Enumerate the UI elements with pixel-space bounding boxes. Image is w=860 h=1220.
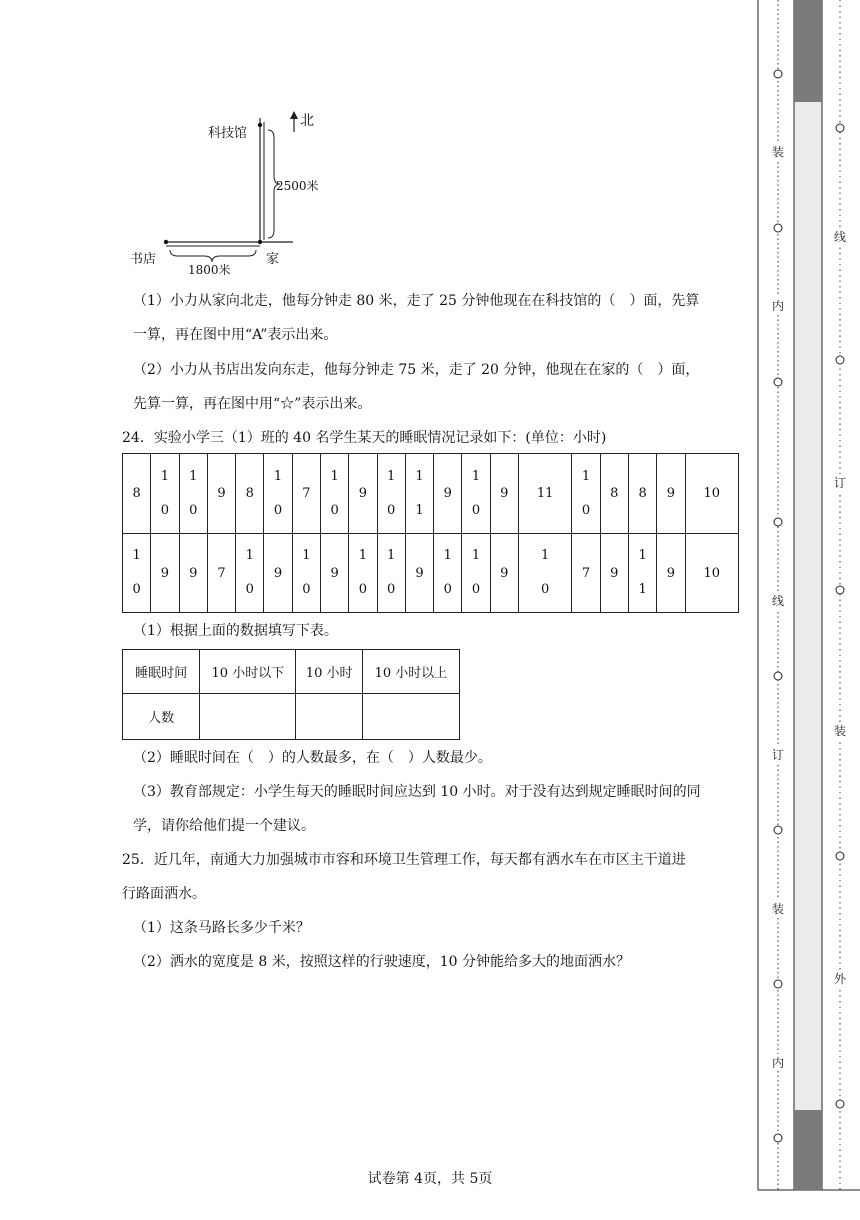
punch-circle (774, 70, 782, 78)
home-label: 家 (266, 252, 280, 267)
sleep-value-cell: 7 (207, 534, 235, 613)
sleep-value-cell: 1 0 (179, 454, 207, 534)
q23-part1-line2: 一算，再在图中用“A”表示出来。 (133, 327, 338, 343)
gutter-strip (794, 0, 822, 1190)
punch-circle (774, 826, 782, 834)
distance-west-label: 1800米 (188, 263, 231, 277)
punch-circle (774, 672, 782, 680)
sleep-value-cell: 9 (405, 534, 433, 613)
museum-label: 科技馆 (208, 126, 248, 141)
sleep-value-cell: 9 (264, 534, 292, 613)
row-label-count: 人数 (123, 694, 200, 740)
sleep-value-cell: 1 0 (377, 454, 405, 534)
binding-margin-svg (752, 0, 860, 1216)
count-above-10-cell[interactable] (362, 694, 459, 740)
punch-circle (774, 518, 782, 526)
sleep-value-cell: 1 0 (264, 454, 292, 534)
q25-line1: 25．近几年，南通大力加强城市市容和环境卫生管理工作，每天都有洒水车在市区主干道进 (122, 852, 686, 868)
sleep-value-cell: 1 1 (628, 534, 656, 613)
sleep-summary-table (122, 649, 460, 740)
sleep-value-cell: 10 (685, 534, 738, 613)
sleep-value-cell: 7 (572, 534, 600, 613)
north-arrowhead (290, 111, 298, 119)
punch-circle (836, 124, 844, 132)
sleep-value-cell: 7 (292, 454, 320, 534)
binding-margin (752, 0, 860, 1216)
header-equal-10: 10 小时 (296, 650, 362, 694)
count-equal-10-cell[interactable] (296, 694, 362, 740)
north-label: 北 (300, 113, 314, 129)
q24-title: 24．实验小学三（1）班的 40 名学生某天的睡眠情况记录如下：(单位：小时) (122, 430, 607, 446)
punch-circle (774, 224, 782, 232)
punch-circle (836, 852, 844, 860)
punch-circle (836, 586, 844, 594)
sleep-value-cell: 1 0 (123, 534, 151, 613)
sleep-value-cell: 1 0 (320, 454, 348, 534)
q25-line2: 行路面洒水。 (122, 886, 206, 902)
margin-label-ding: 订 (772, 748, 785, 762)
q24-part1: （1）根据上面的数据填写下表。 (133, 623, 338, 639)
margin-outer-wai: 外 (834, 972, 847, 986)
sleep-value-cell: 9 (151, 534, 179, 613)
header-above-10: 10 小时以上 (362, 650, 459, 694)
margin-outer-ding: 订 (834, 476, 847, 490)
sleep-value-cell: 11 (518, 454, 571, 534)
sleep-value-cell: 1 0 (434, 534, 462, 613)
punch-circle (774, 378, 782, 386)
sleep-value-cell: 8 (600, 454, 628, 534)
sleep-value-cell: 9 (657, 534, 685, 613)
margin-label-nei: 内 (772, 299, 785, 313)
bookstore-label: 书店 (130, 252, 157, 267)
margin-label-nei-2: 内 (772, 1056, 785, 1070)
sleep-value-cell: 1 1 (405, 454, 433, 534)
sleep-value-cell: 9 (434, 454, 462, 534)
sleep-value-cell: 1 0 (518, 534, 571, 613)
punch-circle (836, 1100, 844, 1108)
sleep-value-cell: 1 0 (349, 534, 377, 613)
q25-part1: （1）这条马路长多少千米？ (133, 920, 310, 936)
sleep-value-cell: 10 (685, 454, 738, 534)
punch-circle (836, 356, 844, 364)
sleep-data-table (122, 453, 739, 613)
sleep-value-cell: 1 0 (236, 534, 264, 613)
q23-part1-line1: （1）小力从家向北走，他每分钟走 80 米，走了 25 分钟他现在在科技馆的（ ）面，先算 (133, 293, 700, 309)
sleep-value-cell: 9 (490, 454, 518, 534)
summary-header-row (123, 650, 460, 694)
margin-label-xian: 线 (772, 594, 785, 608)
q24-part2: （2）睡眠时间在（ ）的人数最多，在（ ）人数最少。 (133, 750, 492, 766)
sleep-value-cell: 1 0 (292, 534, 320, 613)
sleep-value-cell: 1 0 (151, 454, 179, 534)
gutter-bottom-block (794, 1110, 822, 1190)
q25-part2: （2）洒水的宽度是 8 米，按照这样的行驶速度，10 分钟能给多大的地面洒水？ (133, 954, 630, 970)
sleep-value-cell: 1 0 (462, 534, 490, 613)
q23-part2-line1: （2）小力从书店出发向东走，他每分钟走 75 米，走了 20 分钟，他现在在家的（ ）面， (133, 362, 700, 378)
map-diagram (128, 108, 338, 283)
distance-north-label: 2500米 (276, 179, 319, 193)
margin-outer-xian: 线 (834, 230, 847, 244)
header-sleep-time: 睡眠时间 (123, 650, 200, 694)
sleep-value-cell: 9 (320, 534, 348, 613)
punch-circle (774, 1134, 782, 1142)
count-below-10-cell[interactable] (200, 694, 296, 740)
sleep-value-cell: 8 (628, 454, 656, 534)
sleep-value-cell: 9 (207, 454, 235, 534)
margin-label-zhuang-2: 装 (772, 902, 785, 916)
sleep-value-cell: 1 0 (377, 534, 405, 613)
home-point (258, 240, 262, 244)
sleep-value-cell: 9 (600, 534, 628, 613)
sleep-value-cell: 9 (490, 534, 518, 613)
sleep-value-cell: 9 (349, 454, 377, 534)
margin-label-zhuang: 装 (772, 145, 785, 159)
q23-part2-line2: 先算一算，再在图中用“☆”表示出来。 (133, 396, 372, 412)
sleep-value-cell: 8 (123, 454, 151, 534)
sleep-value-cell: 9 (657, 454, 685, 534)
sleep-data-row-1 (123, 454, 739, 534)
sleep-value-cell: 8 (236, 454, 264, 534)
sleep-value-cell: 1 0 (462, 454, 490, 534)
sleep-value-cell: 9 (179, 534, 207, 613)
bookstore-point (164, 240, 168, 244)
summary-count-row (123, 694, 460, 740)
museum-point (258, 123, 262, 127)
sleep-value-cell: 1 0 (572, 454, 600, 534)
q24-part3-line1: （3）教育部规定：小学生每天的睡眠时间应达到 10 小时。对于没有达到规定睡眠时间的同 (133, 784, 701, 800)
header-below-10: 10 小时以下 (200, 650, 296, 694)
page-footer: 试卷第 4页，共 5页 (367, 1171, 493, 1187)
q24-part3-line2: 学，请你给他们提一个建议。 (133, 818, 315, 834)
margin-outer-zhuang: 装 (834, 724, 847, 738)
sleep-data-row-2 (123, 534, 739, 613)
punch-circle (774, 980, 782, 988)
gutter-top-block (794, 0, 822, 102)
